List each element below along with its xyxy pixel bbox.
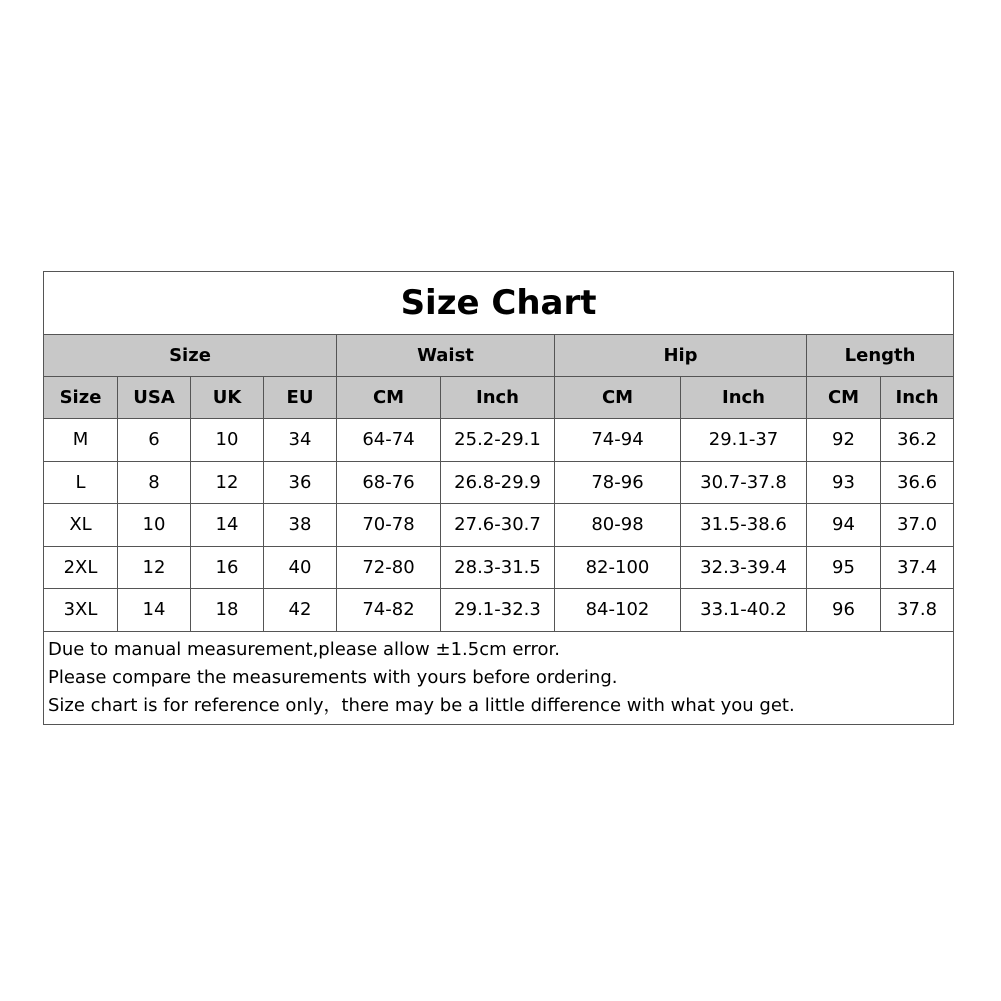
table-cell: 18 bbox=[191, 589, 264, 632]
column-header: Inch bbox=[681, 377, 807, 419]
table-row bbox=[44, 461, 954, 504]
table-cell: 74-82 bbox=[337, 589, 441, 632]
table-cell: 36.2 bbox=[881, 419, 954, 462]
table-cell: 12 bbox=[118, 546, 191, 589]
table-cell: 68-76 bbox=[337, 461, 441, 504]
table-cell: L bbox=[44, 461, 118, 504]
table-cell: 72-80 bbox=[337, 546, 441, 589]
column-header: CM bbox=[337, 377, 441, 419]
note-line: Please compare the measurements with yours before ordering. bbox=[48, 666, 618, 688]
table-cell: 92 bbox=[807, 419, 881, 462]
table-cell: 37.0 bbox=[881, 504, 954, 547]
table-cell: 80-98 bbox=[555, 504, 681, 547]
table-cell: 30.7-37.8 bbox=[681, 461, 807, 504]
table-cell: 78-96 bbox=[555, 461, 681, 504]
group-header-row bbox=[44, 335, 954, 377]
table-cell: 37.4 bbox=[881, 546, 954, 589]
table-cell: 36 bbox=[264, 461, 337, 504]
table-row bbox=[44, 546, 954, 589]
table-row bbox=[44, 419, 954, 462]
table-cell: 42 bbox=[264, 589, 337, 632]
table-cell: 16 bbox=[191, 546, 264, 589]
column-header: Size bbox=[44, 377, 118, 419]
column-header: CM bbox=[807, 377, 881, 419]
table-cell: 3XL bbox=[44, 589, 118, 632]
table-cell: 26.8-29.9 bbox=[441, 461, 555, 504]
size-chart-table bbox=[43, 271, 954, 725]
table-cell: 32.3-39.4 bbox=[681, 546, 807, 589]
note-line: Due to manual measurement,please allow ±1.5cm error. bbox=[48, 638, 560, 660]
table-cell: 28.3-31.5 bbox=[441, 546, 555, 589]
size-chart bbox=[43, 271, 953, 721]
column-header: Inch bbox=[881, 377, 954, 419]
column-header: UK bbox=[191, 377, 264, 419]
table-cell: 34 bbox=[264, 419, 337, 462]
table-cell: 96 bbox=[807, 589, 881, 632]
table-cell: 27.6-30.7 bbox=[441, 504, 555, 547]
group-header-hip: Hip bbox=[555, 335, 807, 377]
column-header: Inch bbox=[441, 377, 555, 419]
group-header-waist: Waist bbox=[337, 335, 555, 377]
table-row bbox=[44, 589, 954, 632]
notes-section bbox=[44, 631, 954, 724]
chart-title: Size Chart bbox=[44, 272, 954, 335]
table-cell: 25.2-29.1 bbox=[441, 419, 555, 462]
table-cell: 37.8 bbox=[881, 589, 954, 632]
table-cell: 10 bbox=[118, 504, 191, 547]
group-header-length: Length bbox=[807, 335, 954, 377]
table-cell: 6 bbox=[118, 419, 191, 462]
column-header: USA bbox=[118, 377, 191, 419]
group-header-size: Size bbox=[44, 335, 337, 377]
table-cell: 93 bbox=[807, 461, 881, 504]
table-cell: XL bbox=[44, 504, 118, 547]
table-cell: 94 bbox=[807, 504, 881, 547]
table-cell: 84-102 bbox=[555, 589, 681, 632]
table-cell: 64-74 bbox=[337, 419, 441, 462]
table-cell: 31.5-38.6 bbox=[681, 504, 807, 547]
table-cell: 82-100 bbox=[555, 546, 681, 589]
table-cell: 40 bbox=[264, 546, 337, 589]
column-header-row bbox=[44, 377, 954, 419]
table-row bbox=[44, 504, 954, 547]
table-cell: 36.6 bbox=[881, 461, 954, 504]
table-cell: 29.1-32.3 bbox=[441, 589, 555, 632]
table-cell: 29.1-37 bbox=[681, 419, 807, 462]
note-line: Size chart is for reference only，there may be a little difference with what you get. bbox=[48, 694, 795, 716]
table-cell: 12 bbox=[191, 461, 264, 504]
column-header: EU bbox=[264, 377, 337, 419]
column-header: CM bbox=[555, 377, 681, 419]
table-cell: 14 bbox=[191, 504, 264, 547]
table-cell: M bbox=[44, 419, 118, 462]
table-cell: 38 bbox=[264, 504, 337, 547]
table-cell: 74-94 bbox=[555, 419, 681, 462]
table-cell: 2XL bbox=[44, 546, 118, 589]
table-cell: 14 bbox=[118, 589, 191, 632]
table-cell: 8 bbox=[118, 461, 191, 504]
table-cell: 33.1-40.2 bbox=[681, 589, 807, 632]
table-cell: 95 bbox=[807, 546, 881, 589]
table-cell: 70-78 bbox=[337, 504, 441, 547]
table-cell: 10 bbox=[191, 419, 264, 462]
